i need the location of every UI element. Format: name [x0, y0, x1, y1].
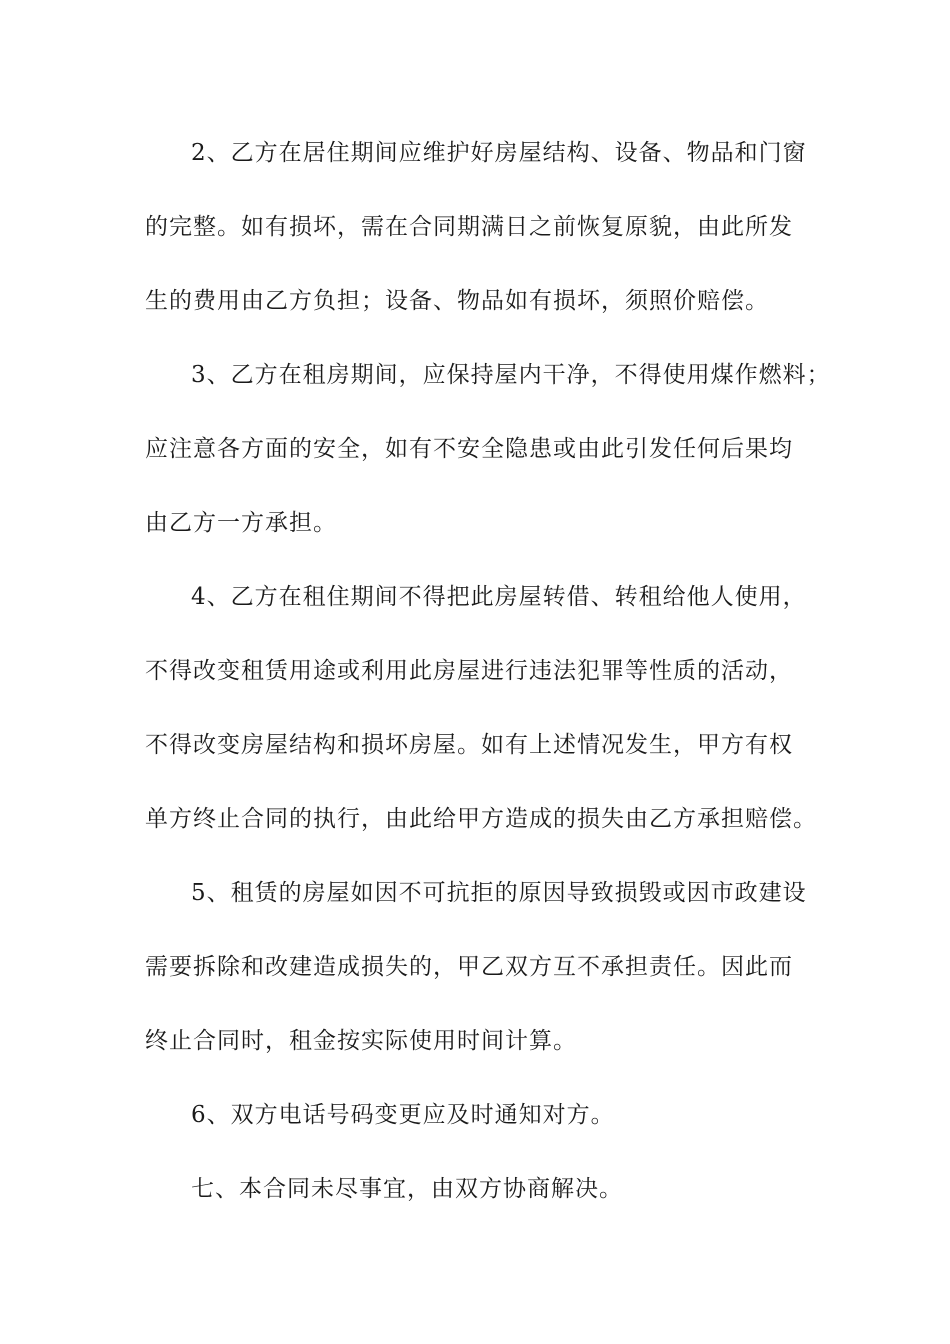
- clause-2-line-1: 2、乙方在居住期间应维护好房屋结构、设备、物品和门窗: [191, 140, 807, 166]
- section-7-line-1: 七、本合同未尽事宜，由双方协商解决。: [191, 1176, 623, 1202]
- clause-2-line-3: 生的费用由乙方负担；设备、物品如有损坏，须照价赔偿。: [145, 288, 769, 314]
- clause-3-line-2: 应注意各方面的安全，如有不安全隐患或由此引发任何后果均: [145, 436, 793, 462]
- clause-6-line-1: 6、双方电话号码变更应及时通知对方。: [191, 1102, 615, 1128]
- document-body: [145, 131, 831, 1241]
- clause-4-line-3: 不得改变房屋结构和损坏房屋。如有上述情况发生，甲方有权: [145, 732, 793, 758]
- clause-5-line-1: 5、租赁的房屋如因不可抗拒的原因导致损毁或因市政建设: [191, 880, 807, 906]
- clause-5-line-3: 终止合同时，租金按实际使用时间计算。: [145, 1028, 577, 1054]
- clause-4-line-2: 不得改变租赁用途或利用此房屋进行违法犯罪等性质的活动，: [145, 658, 793, 684]
- clause-5-line-2: 需要拆除和改建造成损失的，甲乙双方互不承担责任。因此而: [145, 954, 793, 980]
- clause-3-line-3: 由乙方一方承担。: [145, 510, 337, 536]
- clause-4-line-1: 4、乙方在租住期间不得把此房屋转借、转租给他人使用，: [191, 584, 807, 610]
- clause-2-line-2: 的完整。如有损坏，需在合同期满日之前恢复原貌，由此所发: [145, 214, 793, 240]
- clause-4-line-4: 单方终止合同的执行，由此给甲方造成的损失由乙方承担赔偿。: [145, 806, 817, 832]
- clause-3-line-1: 3、乙方在租房期间，应保持屋内干净，不得使用煤作燃料；: [191, 362, 831, 388]
